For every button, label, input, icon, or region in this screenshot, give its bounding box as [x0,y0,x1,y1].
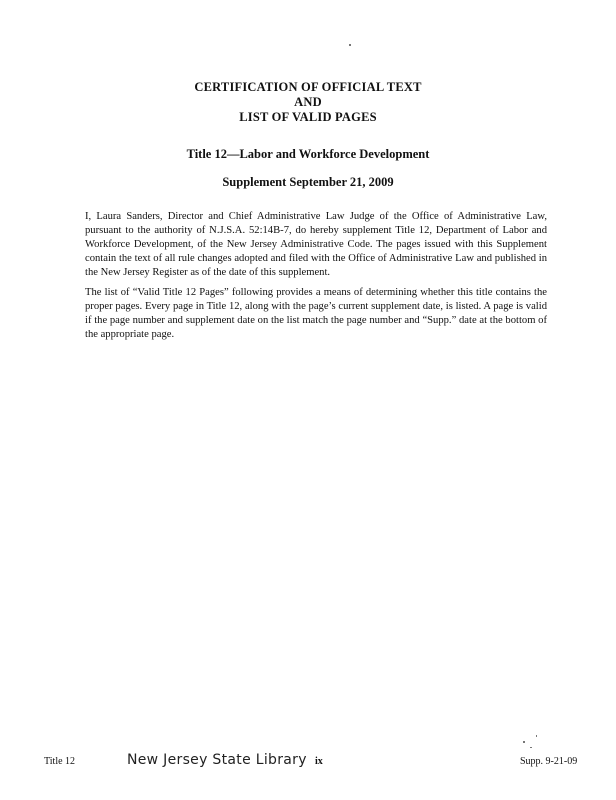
scan-speck [536,735,537,737]
heading-line-3: LIST OF VALID PAGES [239,110,377,124]
certification-paragraph: I, Laura Sanders, Director and Chief Administrative Law Judge of the Office of Administrative Law, pursuant to the authority of N.J.S.A. 52:14B-7, do hereby supplement Title 12, Department of Labor and Workforce Development, of the New Jersey Administrative Code. The pages issued with this Supplement contain the text of all rule changes adopted and filed with the Office of Administrative Law and published in the New Jersey Register as of the date of this supplement. [85,211,547,278]
footer-supplement-date: Supp. 9-21-09 [520,756,578,767]
footer-title: Title 12 [44,756,76,767]
scan-speck [523,741,525,743]
valid-pages-paragraph: The list of “Valid Title 12 Pages” following provides a means of determining whether this title contains the proper pages. Every page in Title 12, along with the page’s current supplement date, is listed. A page is valid if the page number and supplement date on the list match the page number and “Supp.” date at the bottom of the appropriate page. [85,287,547,340]
scan-speck [530,747,532,748]
scan-speck [349,44,351,46]
library-stamp: New Jersey State Library [127,752,307,768]
heading-line-2: AND [294,95,322,109]
title-heading: Title 12—Labor and Workforce Development [186,147,430,161]
supplement-date-heading: Supplement September 21, 2009 [222,175,394,189]
footer-page-number: ix [315,756,323,767]
certification-heading [0,80,616,125]
heading-line-1: CERTIFICATION OF OFFICIAL TEXT [194,80,422,94]
